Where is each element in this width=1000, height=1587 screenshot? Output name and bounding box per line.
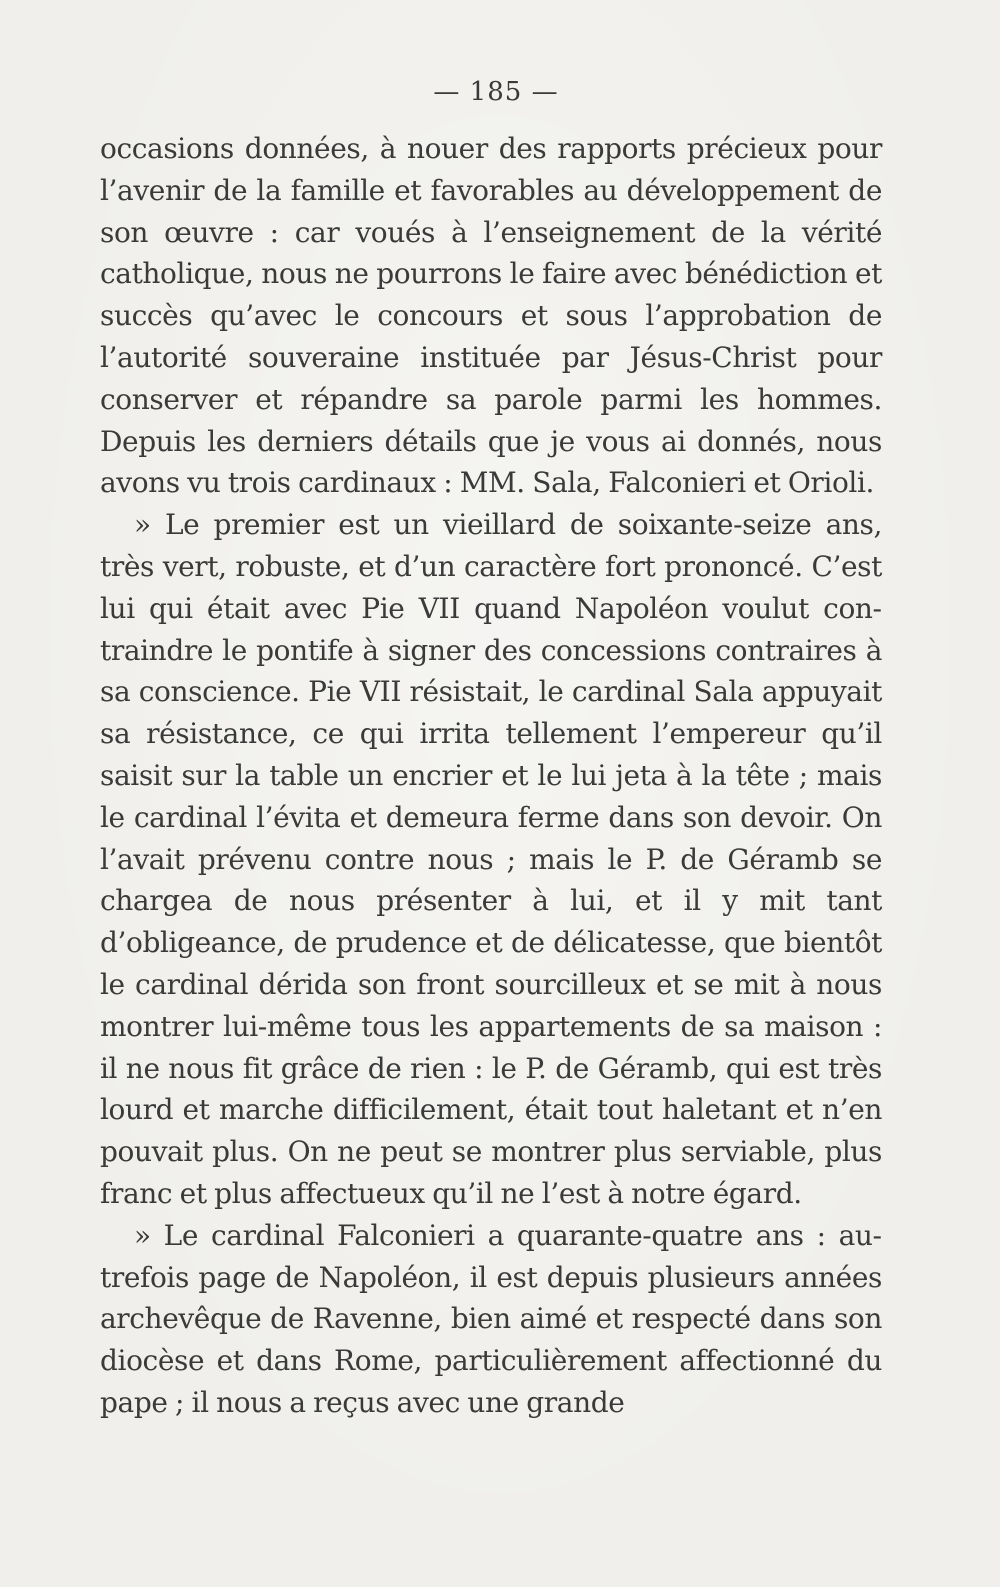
page-number: — 185 — bbox=[433, 77, 559, 107]
paragraph-2: » Le premier est un vieillard de soixante-seize ans, très vert, robuste, et d’un caractère fort prononcé. C’est lui qui était avec Pie VII quand Napoléon voulut contraindre le pontife à signer des concessions contraires à sa conscience. Pie VII résistait, le cardinal Sala appuyait sa résistance, ce qui irrita tellement l’empereur qu’il saisit sur la table un encrier et le lui jeta à la tête ; mais le cardinal l’évita et demeura ferme dans son devoir. On l’avait prévenu contre nous ; mais le P. de Géramb se chargea de nous présenter à lui, et il y mit tant d’obligeance, de prudence et de délicatesse, que bientôt le cardinal dérida son front sourcilleux et se mit à nous montrer lui-même tous les appartements de sa maison : il ne nous fit grâce de rien : le P. de Géramb, qui est très lourd et marche difficilement, était tout haletant et n’en pouvait plus. On ne peut se montrer plus serviable, plus franc et plus affectueux qu’il ne l’est à notre égard. bbox=[100, 508, 882, 1210]
page-body bbox=[100, 128, 882, 1424]
paragraph-3: » Le cardinal Falconieri a quarante-quatre ans : autrefois page de Napoléon, il est depuis plusieurs années archevêque de Ravenne, bien aimé et respecté dans son diocèse et dans Rome, particulièrement affectionné du pape ; il nous a reçus avec une grande bbox=[100, 1218, 882, 1419]
paragraph-1: occasions données, à nouer des rapports précieux pour l’avenir de la famille et favorables au développement de son œuvre : car voués à l’enseignement de la vérité catholique, nous ne pourrons le faire avec bénédiction et succès qu’avec le concours et sous l’approbation de l’autorité souveraine instituée par Jésus-Christ pour conserver et répandre sa parole parmi les hommes. Depuis les derniers détails que je vous ai donnés, nous avons vu trois cardinaux : MM. Sala, Falconieri et Orioli. bbox=[100, 132, 882, 500]
